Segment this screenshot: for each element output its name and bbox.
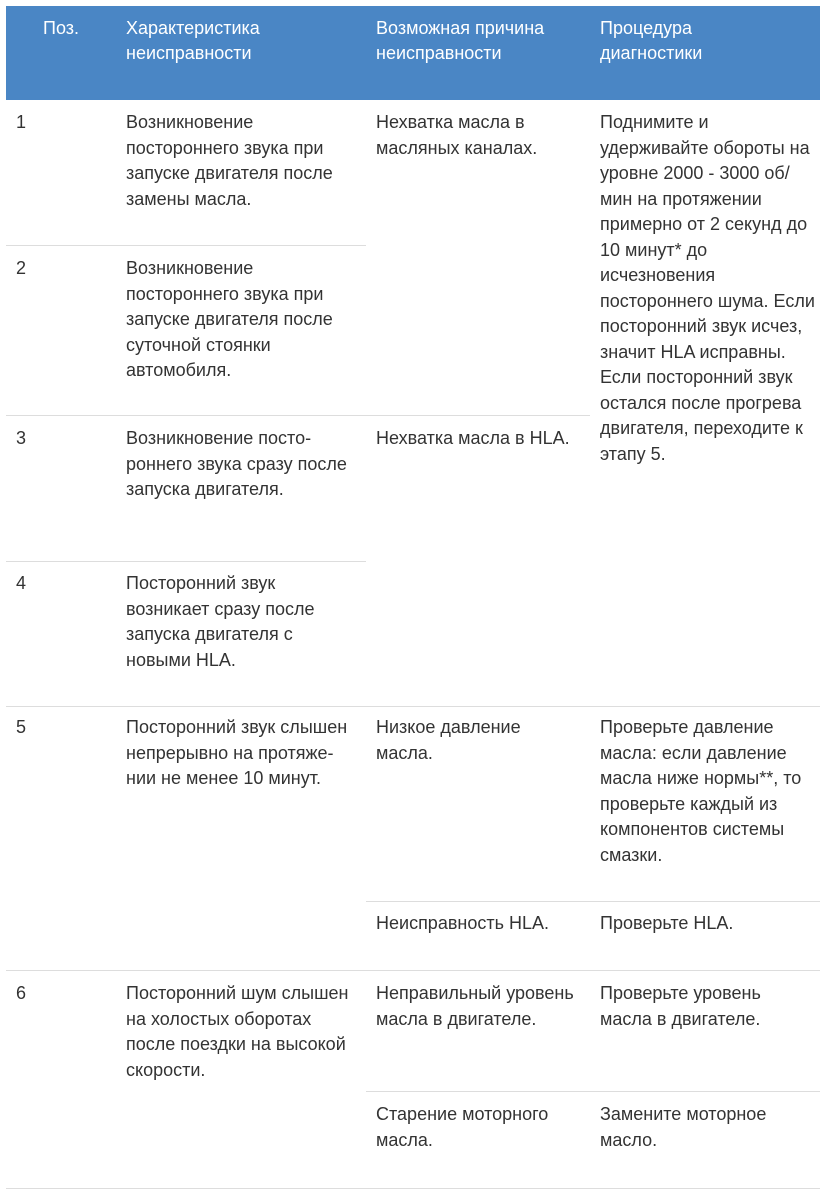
- row-divider: [6, 706, 820, 707]
- row-divider: [366, 1091, 820, 1092]
- row-4-position: 4: [16, 573, 27, 593]
- row-4-characteristic: Посторонний звук возникает сразу после запуска двигателя с новыми HLA.: [126, 573, 315, 670]
- row-divider: [6, 561, 366, 562]
- header-cause: Возможная причина неисправности: [376, 18, 545, 63]
- header-characteristic: Характеристика неисправности: [126, 18, 260, 63]
- cause-low-pressure: Низкое давление масла.: [376, 717, 521, 763]
- row-5-characteristic: Посторонний звук слышен непрерывно на протяже-нии не менее 10 минут.: [126, 717, 348, 788]
- row-divider: [6, 970, 820, 971]
- procedure-rev-engine: Поднимите и удерживайте обороты на уровне 2000 - 3000 об/мин на протяжении примерно от 2 секунд до 10 минут* до исчезновения постороннего шума. Если посторонний звук исчез, значит HLA исправны. Если посторонний звук остался после прогрева двигателя, переходите к этапу 5.: [600, 112, 815, 464]
- row-divider: [6, 245, 366, 246]
- row-3-characteristic: Возникновение посто-роннего звука сразу после запуска двигателя.: [126, 428, 347, 499]
- procedure-check-hla: Проверьте HLA.: [600, 913, 734, 933]
- row-3-position: 3: [16, 428, 27, 448]
- cause-oil-level: Неправильный уровень масла в двигателе.: [376, 983, 574, 1029]
- row-2-position: 2: [16, 258, 27, 278]
- procedure-check-level: Проверьте уровень масла в двигателе.: [600, 983, 761, 1029]
- row-6-characteristic: Посторонний шум слышен на холостых оборотах после поездки на высокой скорости.: [126, 983, 349, 1080]
- cause-oil-aging: Старение моторного масла.: [376, 1104, 549, 1150]
- row-divider: [366, 901, 820, 902]
- row-1-characteristic: Возникновение постороннего звука при запуске двигателя после замены масла.: [126, 112, 333, 209]
- procedure-check-pressure: Проверьте давление масла: если давление масла ниже нормы**, то проверьте каждый из компонентов системы смазки.: [600, 717, 802, 865]
- row-2-characteristic: Возникновение постороннего звука при запуске двигателя после суточной стоянки автомобиля.: [126, 258, 333, 380]
- row-1-position: 1: [16, 112, 27, 132]
- cause-oil-hla: Нехватка масла в HLA.: [376, 428, 570, 448]
- row-divider: [6, 415, 590, 416]
- header-procedure: Процедура диагностики: [600, 18, 703, 63]
- cause-oil-channels: Нехватка масла в масляных каналах.: [376, 112, 538, 158]
- cause-hla-fault: Неисправность HLA.: [376, 913, 549, 933]
- procedure-replace-oil: Замените моторное масло.: [600, 1104, 767, 1150]
- diagnostic-table: [6, 6, 820, 1189]
- row-6-position: 6: [16, 983, 27, 1003]
- row-5-position: 5: [16, 717, 27, 737]
- table-header: [6, 6, 820, 100]
- header-position: Поз.: [43, 18, 79, 38]
